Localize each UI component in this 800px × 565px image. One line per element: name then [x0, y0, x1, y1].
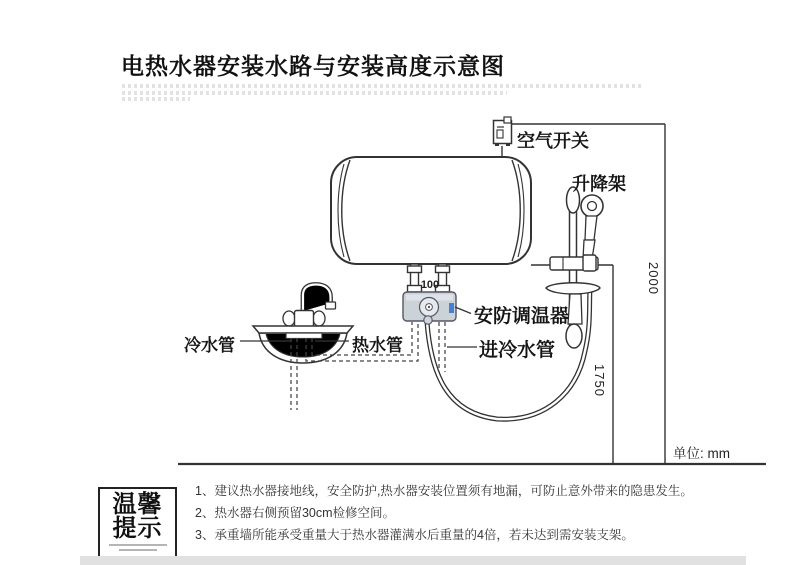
pipe-spacing-dimension: 100 [420, 279, 440, 291]
sink-faucet-icon [253, 285, 353, 364]
air-switch-breaker-icon [494, 117, 512, 158]
warm-tips-badge-line2: 提示 [112, 514, 163, 542]
tip-item-2: 2、热水器右侧预留30cm检修空间。 [195, 506, 396, 520]
badge-fineprint-line [109, 544, 167, 546]
page-title: 电热水器安装水路与安装高度示意图 [121, 53, 505, 79]
height-2000-dimension: 2000 [646, 262, 661, 295]
height-1750-dimension: 1750 [592, 364, 607, 397]
lift-rack-label: 升降架 [572, 174, 626, 194]
thermostat-valve-icon [403, 292, 456, 324]
warm-tips-badge [98, 487, 177, 558]
unit-label: 单位: mm [673, 446, 730, 461]
air-switch-label: 空气开关 [517, 131, 589, 151]
warm-tips-badge-line1: 温馨 [112, 491, 163, 518]
install-tips-list [195, 485, 755, 551]
cold-inlet-pipe-label: 进冷水管 [479, 340, 556, 361]
tip-item-1: 1、建议热水器接地线，安全防护,热水器安装位置须有地漏，可防止意外带来的隐患发生。 [195, 484, 693, 498]
bottom-section-edge [80, 556, 746, 565]
cold-inlet-pipe-dashed [439, 322, 445, 372]
hot-pipe-label: 热水管 [352, 336, 403, 355]
tip-item-3: 3、承重墙所能承受重量大于热水器灌满水后重量的4倍，若未达到需安装支架。 [195, 528, 634, 542]
badge-fineprint-line [119, 549, 157, 551]
thermostat-label: 安防调温器 [474, 306, 570, 327]
cold-pipe-label: 冷水管 [184, 336, 235, 355]
water-heater-tank [331, 157, 531, 264]
